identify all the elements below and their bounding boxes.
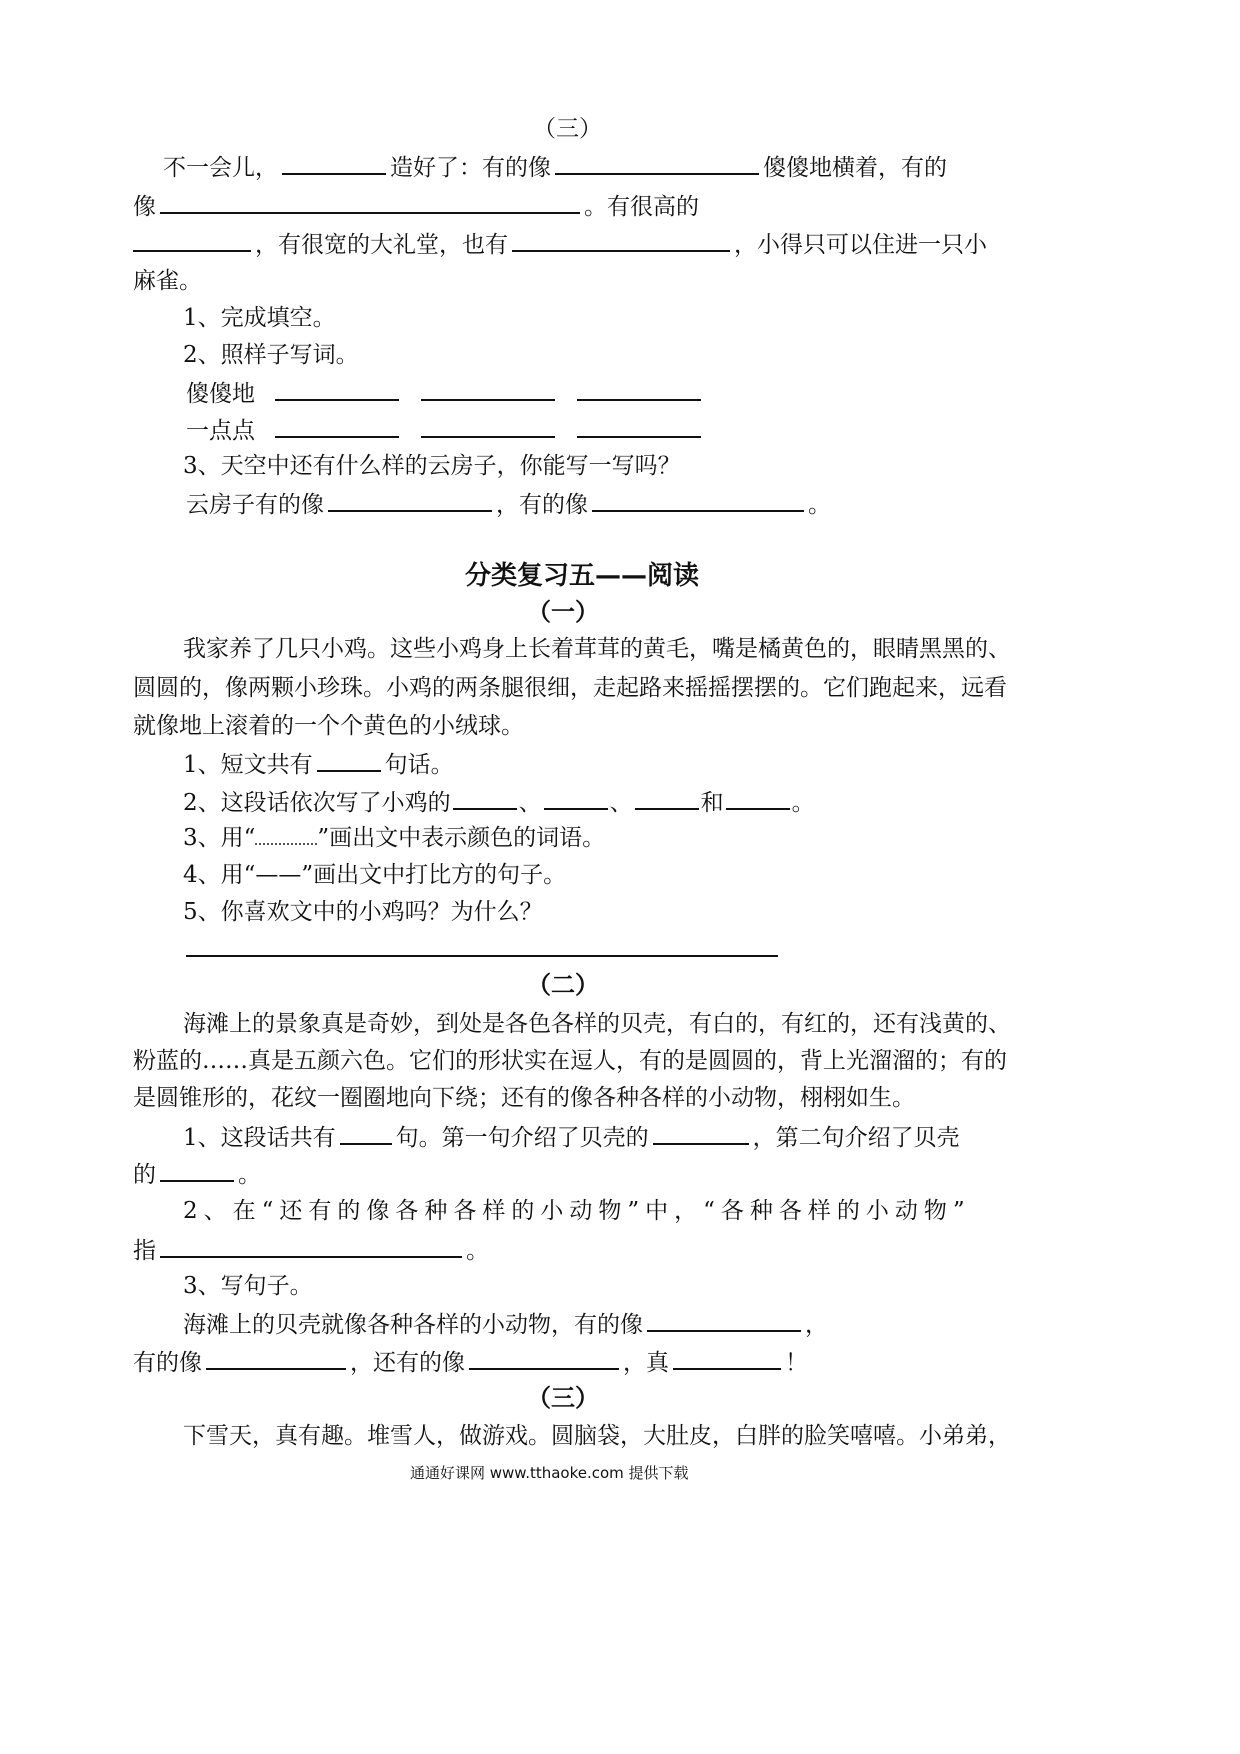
blank[interactable] bbox=[726, 786, 790, 810]
wavy-underline-sample bbox=[255, 823, 317, 845]
blank[interactable] bbox=[635, 786, 699, 810]
passage-line: 就像地上滚着的一个个黄色的小绒球。 bbox=[133, 713, 524, 739]
r2-question-3: 3、写句子。 bbox=[183, 1273, 313, 1299]
passage-line: 麻雀。 bbox=[133, 268, 202, 294]
r2-sentence-2: 有的像 ，还有的像 ，真 ！ bbox=[133, 1346, 808, 1378]
blank[interactable] bbox=[577, 377, 701, 401]
r2-question-2-cont: 指 。 bbox=[133, 1234, 489, 1266]
blank[interactable] bbox=[275, 414, 399, 438]
word-example-2: 一点点 bbox=[186, 414, 701, 446]
reading-3-title: （三） bbox=[527, 1384, 599, 1412]
blank[interactable] bbox=[421, 414, 555, 438]
r1-question-3: 3、用“ ”画出文中表示颜色的词语。 bbox=[183, 825, 606, 851]
passage-line: 我家养了几只小鸡。这些小鸡身上长着茸茸的黄毛，嘴是橘黄色的，眼睛黑黑的、 bbox=[183, 636, 1011, 662]
passage-line: 是圆锥形的，花纹一圈圈地向下绕；还有的像各种各样的小动物，栩栩如生。 bbox=[133, 1085, 915, 1111]
question-3: 3、天空中还有什么样的云房子，你能写一写吗？ bbox=[183, 453, 681, 479]
passage-line: 不一会儿， 造好了：有的像 傻傻地横着，有的 bbox=[163, 151, 947, 183]
passage-line: 海滩上的景象真是奇妙，到处是各色各样的贝壳，有白的，有红的，还有浅黄的、 bbox=[183, 1011, 1011, 1037]
r2-sentence-1: 海滩上的贝壳就像各种各样的小动物，有的像 ， bbox=[183, 1308, 828, 1340]
blank[interactable] bbox=[282, 151, 386, 175]
r1-question-2: 2、这段话依次写了小鸡的 、 、 和 。 bbox=[183, 786, 815, 818]
blank[interactable] bbox=[577, 414, 701, 438]
blank[interactable] bbox=[133, 228, 251, 252]
blank[interactable] bbox=[328, 488, 492, 512]
r2-question-1: 1、这段话共有 句。第一句介绍了贝壳的 ，第二句介绍了贝壳 bbox=[183, 1121, 960, 1153]
question-3-answer: 云房子有的像 ，有的像 。 bbox=[186, 488, 831, 520]
answer-line[interactable] bbox=[186, 955, 778, 957]
blank[interactable] bbox=[673, 1346, 781, 1370]
word-example-1: 傻傻地 bbox=[186, 377, 701, 409]
blank[interactable] bbox=[453, 786, 517, 810]
blank[interactable] bbox=[317, 748, 381, 772]
r1-question-4: 4、用“——”画出文中打比方的句子。 bbox=[183, 862, 567, 888]
blank[interactable] bbox=[555, 151, 759, 175]
reading-1-title: （一） bbox=[527, 598, 599, 626]
reading-2-title: （二） bbox=[527, 971, 599, 999]
r2-question-1-cont: 的 。 bbox=[133, 1158, 261, 1190]
blank[interactable] bbox=[647, 1308, 801, 1332]
blank[interactable] bbox=[275, 377, 399, 401]
footer-credit: 通通好课网 www.tthaoke.com 提供下载 bbox=[410, 1464, 689, 1482]
blank[interactable] bbox=[469, 1346, 619, 1370]
blank[interactable] bbox=[544, 786, 608, 810]
blank[interactable] bbox=[206, 1346, 346, 1370]
blank[interactable] bbox=[421, 377, 555, 401]
blank[interactable] bbox=[653, 1121, 749, 1145]
section-3-title: （三） bbox=[533, 116, 602, 142]
question-1: 1、完成填空。 bbox=[183, 305, 336, 331]
question-2: 2、照样子写词。 bbox=[183, 342, 359, 368]
passage-line: 像 。有很高的 bbox=[133, 190, 699, 222]
blank[interactable] bbox=[160, 1234, 462, 1258]
passage-line: 圆圆的，像两颗小珍珠。小鸡的两条腿很细，走起路来摇摇摆摆的。它们跑起来，远看 bbox=[133, 675, 1007, 701]
blank[interactable] bbox=[512, 228, 730, 252]
blank[interactable] bbox=[340, 1121, 392, 1145]
r1-question-5: 5、你喜欢文中的小鸡吗？为什么？ bbox=[183, 899, 543, 925]
blank[interactable] bbox=[592, 488, 804, 512]
passage-line: 下雪天，真有趣。堆雪人，做游戏。圆脑袋，大肚皮，白胖的脸笑嘻嘻。小弟弟， bbox=[183, 1423, 1011, 1449]
passage-line: 粉蓝的……真是五颜六色。它们的形状实在逗人，有的是圆圆的，背上光溜溜的；有的 bbox=[133, 1048, 1007, 1074]
section-heading: 分类复习五——阅读 bbox=[465, 561, 700, 591]
r2-question-2: 2、在“还有的像各种各样的小动物”中，“各种各样的小动物” bbox=[183, 1198, 971, 1224]
blank[interactable] bbox=[160, 1158, 234, 1182]
passage-line: ，有很宽的大礼堂，也有 ，小得只可以住进一只小 bbox=[133, 228, 987, 260]
r1-question-1: 1、短文共有 句话。 bbox=[183, 748, 454, 780]
blank[interactable] bbox=[160, 190, 580, 214]
